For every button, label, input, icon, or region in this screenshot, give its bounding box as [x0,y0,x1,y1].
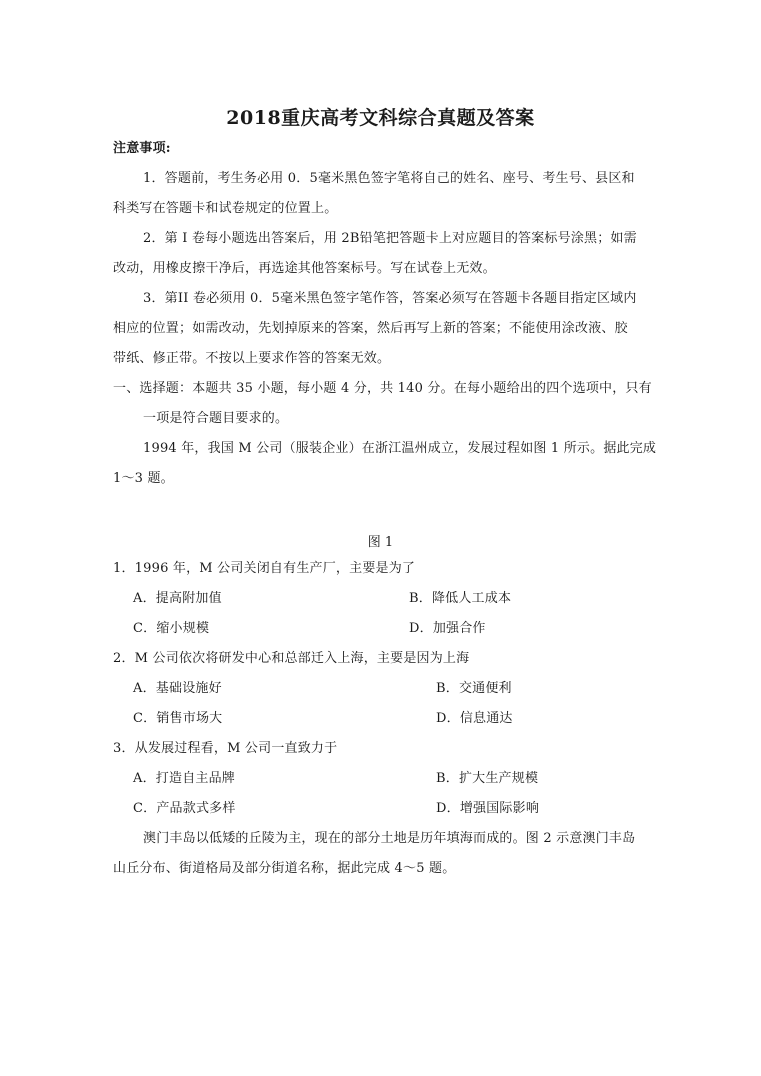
question-3-option-c: C．产品款式多样 [133,801,236,816]
passage-1-line-1: 1994 年，我国 M 公司（服装企业）在浙江温州成立，发展过程如图 1 所示。据此完成 [143,441,657,456]
notice-item-3-line-3: 带纸、修正带。不按以上要求作答的答案无效。 [113,351,391,366]
passage-2-line-2: 山丘分布、街道格局及部分街道名称，据此完成 4～5 题。 [113,861,456,876]
notice-heading: 注意事项: [113,141,171,156]
section-1-line-2: 一项是符合题目要求的。 [143,411,289,426]
question-1-option-a: A．提高附加值 [133,591,222,606]
question-1-option-b: B．降低人工成本 [409,591,512,606]
passage-1-line-2: 1～3 题。 [113,471,174,486]
question-1-stem: 1．1996 年，M 公司关闭自有生产厂，主要是为了 [113,561,416,576]
notice-item-1-line-1: 1．答题前，考生务必用 0．5毫米黑色签字笔将自己的姓名、座号、考生号、县区和 [143,171,635,186]
question-1-option-d: D．加强合作 [409,621,486,636]
question-3-option-d: D．增强国际影响 [436,801,540,816]
figure-1-caption: 图 1 [367,535,394,550]
section-1-line-1: 一、选择题：本题共 35 小题，每小题 4 分，共 140 分。在每小题给出的四个选项中，只有 [113,381,652,396]
question-2-option-d: D．信息通达 [436,711,513,726]
question-3-option-b: B．扩大生产规模 [436,771,539,786]
question-3-option-a: A．打造自主品牌 [133,771,235,786]
passage-2-line-1: 澳门丰岛以低矮的丘陵为主，现在的部分土地是历年填海而成的。图 2 示意澳门丰岛 [143,831,636,846]
question-2-stem: 2．M 公司依次将研发中心和总部迁入上海，主要是因为上海 [113,651,470,666]
question-1-option-c: C．缩小规模 [133,621,210,636]
question-3-stem: 3．从发展过程看，M 公司一直致力于 [113,741,338,756]
notice-item-3-line-2: 相应的位置；如需改动，先划掉原来的答案，然后再写上新的答案；不能使用涂改液、胶 [113,321,628,336]
question-2-option-b: B．交通便利 [436,681,512,696]
notice-item-2-line-2: 改动，用橡皮擦干净后，再选途其他答案标号。写在试卷上无效。 [113,261,496,276]
page-title: 2018重庆高考文科综合真题及答案 [226,107,535,129]
notice-item-1-line-2: 科类写在答题卡和试卷规定的位置上。 [113,201,338,216]
question-2-option-a: A．基础设施好 [133,681,222,696]
notice-item-3-line-1: 3．第II 卷必须用 0．5毫米黑色签字笔作答，答案必须写在答题卡各题目指定区域内 [143,291,637,306]
question-2-option-c: C．销售市场大 [133,711,223,726]
notice-item-2-line-1: 2．第 I 卷每小题选出答案后，用 2B铅笔把答题卡上对应题目的答案标号涂黑；如需 [143,231,637,246]
